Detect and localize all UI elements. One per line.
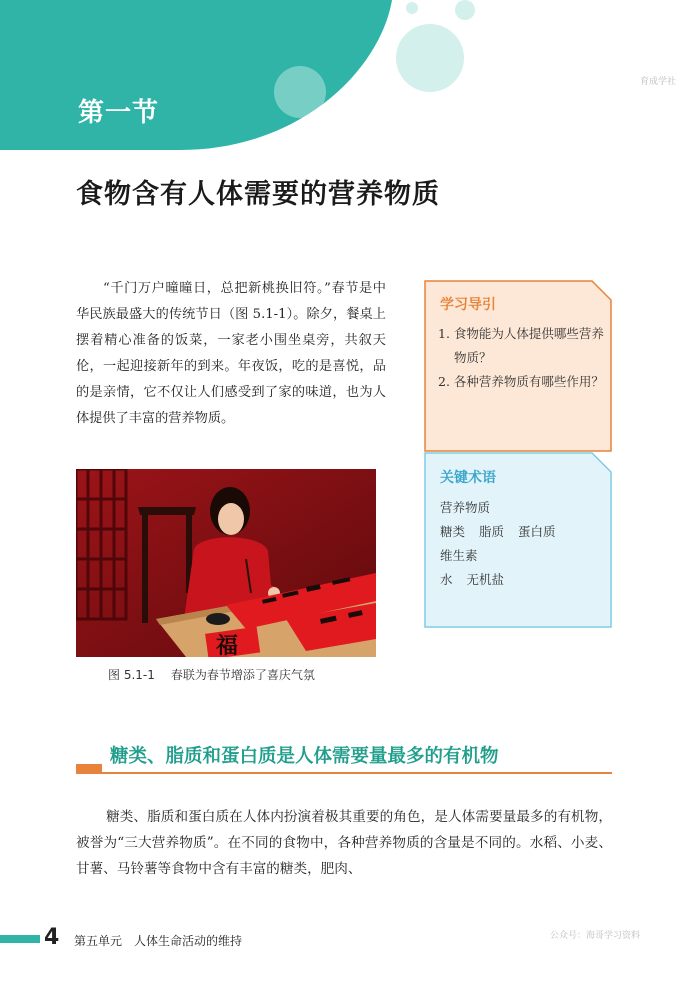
key-terms-list <box>440 496 610 592</box>
key-term: 维生素 <box>440 548 478 563</box>
body-text: 糖类、脂质和蛋白质在人体内扮演着极其重要的角色，是人体需要量最多的有机物，被誉为“三大营养物质”。在不同的食物中，各种营养物质的含量是不同的。水稻、小麦、甘薯、马铃薯等食物中含有丰富的糖类，肥肉、 <box>76 809 612 877</box>
page-number: 4 <box>44 925 60 950</box>
key-term: 营养物质 <box>440 500 491 515</box>
key-term-line <box>440 568 610 592</box>
intro-text: “千门万户曈曈日，总把新桃换旧符。”春节是中华民族最盛大的传统节日（图 5.1-1）。除夕，餐桌上摆着精心准备的饭菜，一家老小围坐桌旁，共叙天伦，一起迎接新年的到来。年夜饭，吃的是喜悦，品的是亲情，它不仅让人们感受到了家的味道，也为人体提供了丰富的营养物质。 <box>76 281 386 426</box>
figure-caption <box>108 666 315 683</box>
section-label: 第一节 <box>78 98 160 128</box>
key-term: 脂质 <box>479 524 505 539</box>
unit-title: 人体生命活动的维持 <box>134 934 243 948</box>
key-term-line <box>440 520 610 544</box>
photo-fu-glyph: 福 <box>216 633 239 657</box>
figure-number: 图 5.1-1 <box>108 668 155 682</box>
footer-accent-bar <box>0 935 40 943</box>
section-heading: 糖类、脂质和蛋白质是人体需要量最多的有机物 <box>110 746 499 767</box>
figure-caption-text: 春联为春节增添了喜庆气氛 <box>170 668 315 682</box>
figure-photo <box>76 469 376 657</box>
key-term-line <box>440 496 610 520</box>
key-term-line <box>440 544 610 568</box>
unit-label: 第五单元 <box>74 934 123 948</box>
header-decoration <box>0 0 699 180</box>
section-heading-underline <box>76 772 612 774</box>
key-terms-title: 关键术语 <box>440 470 496 486</box>
study-guide-item: 2. 各种营养物质有哪些作用？ <box>438 374 604 389</box>
key-term: 无机盐 <box>466 572 505 587</box>
page-title: 食物含有人体需要的营养物质 <box>76 179 440 210</box>
body-paragraph <box>76 804 612 882</box>
section-heading-accent <box>76 764 102 772</box>
key-term: 蛋白质 <box>518 524 556 539</box>
key-term: 糖类 <box>440 524 466 539</box>
key-term: 水 <box>440 572 453 587</box>
study-guide-title: 学习导引 <box>440 297 496 313</box>
intro-paragraph <box>76 276 386 432</box>
photo-illustration <box>76 469 376 657</box>
watermark-bottom: 公众号：海哥学习资料 <box>550 931 641 941</box>
footer-unit <box>74 932 242 949</box>
watermark-top: 育成学社 <box>640 77 677 87</box>
study-guide-list <box>438 322 608 394</box>
study-guide-item: 1. 食物能为人体提供哪些营养物质？ <box>438 326 604 365</box>
